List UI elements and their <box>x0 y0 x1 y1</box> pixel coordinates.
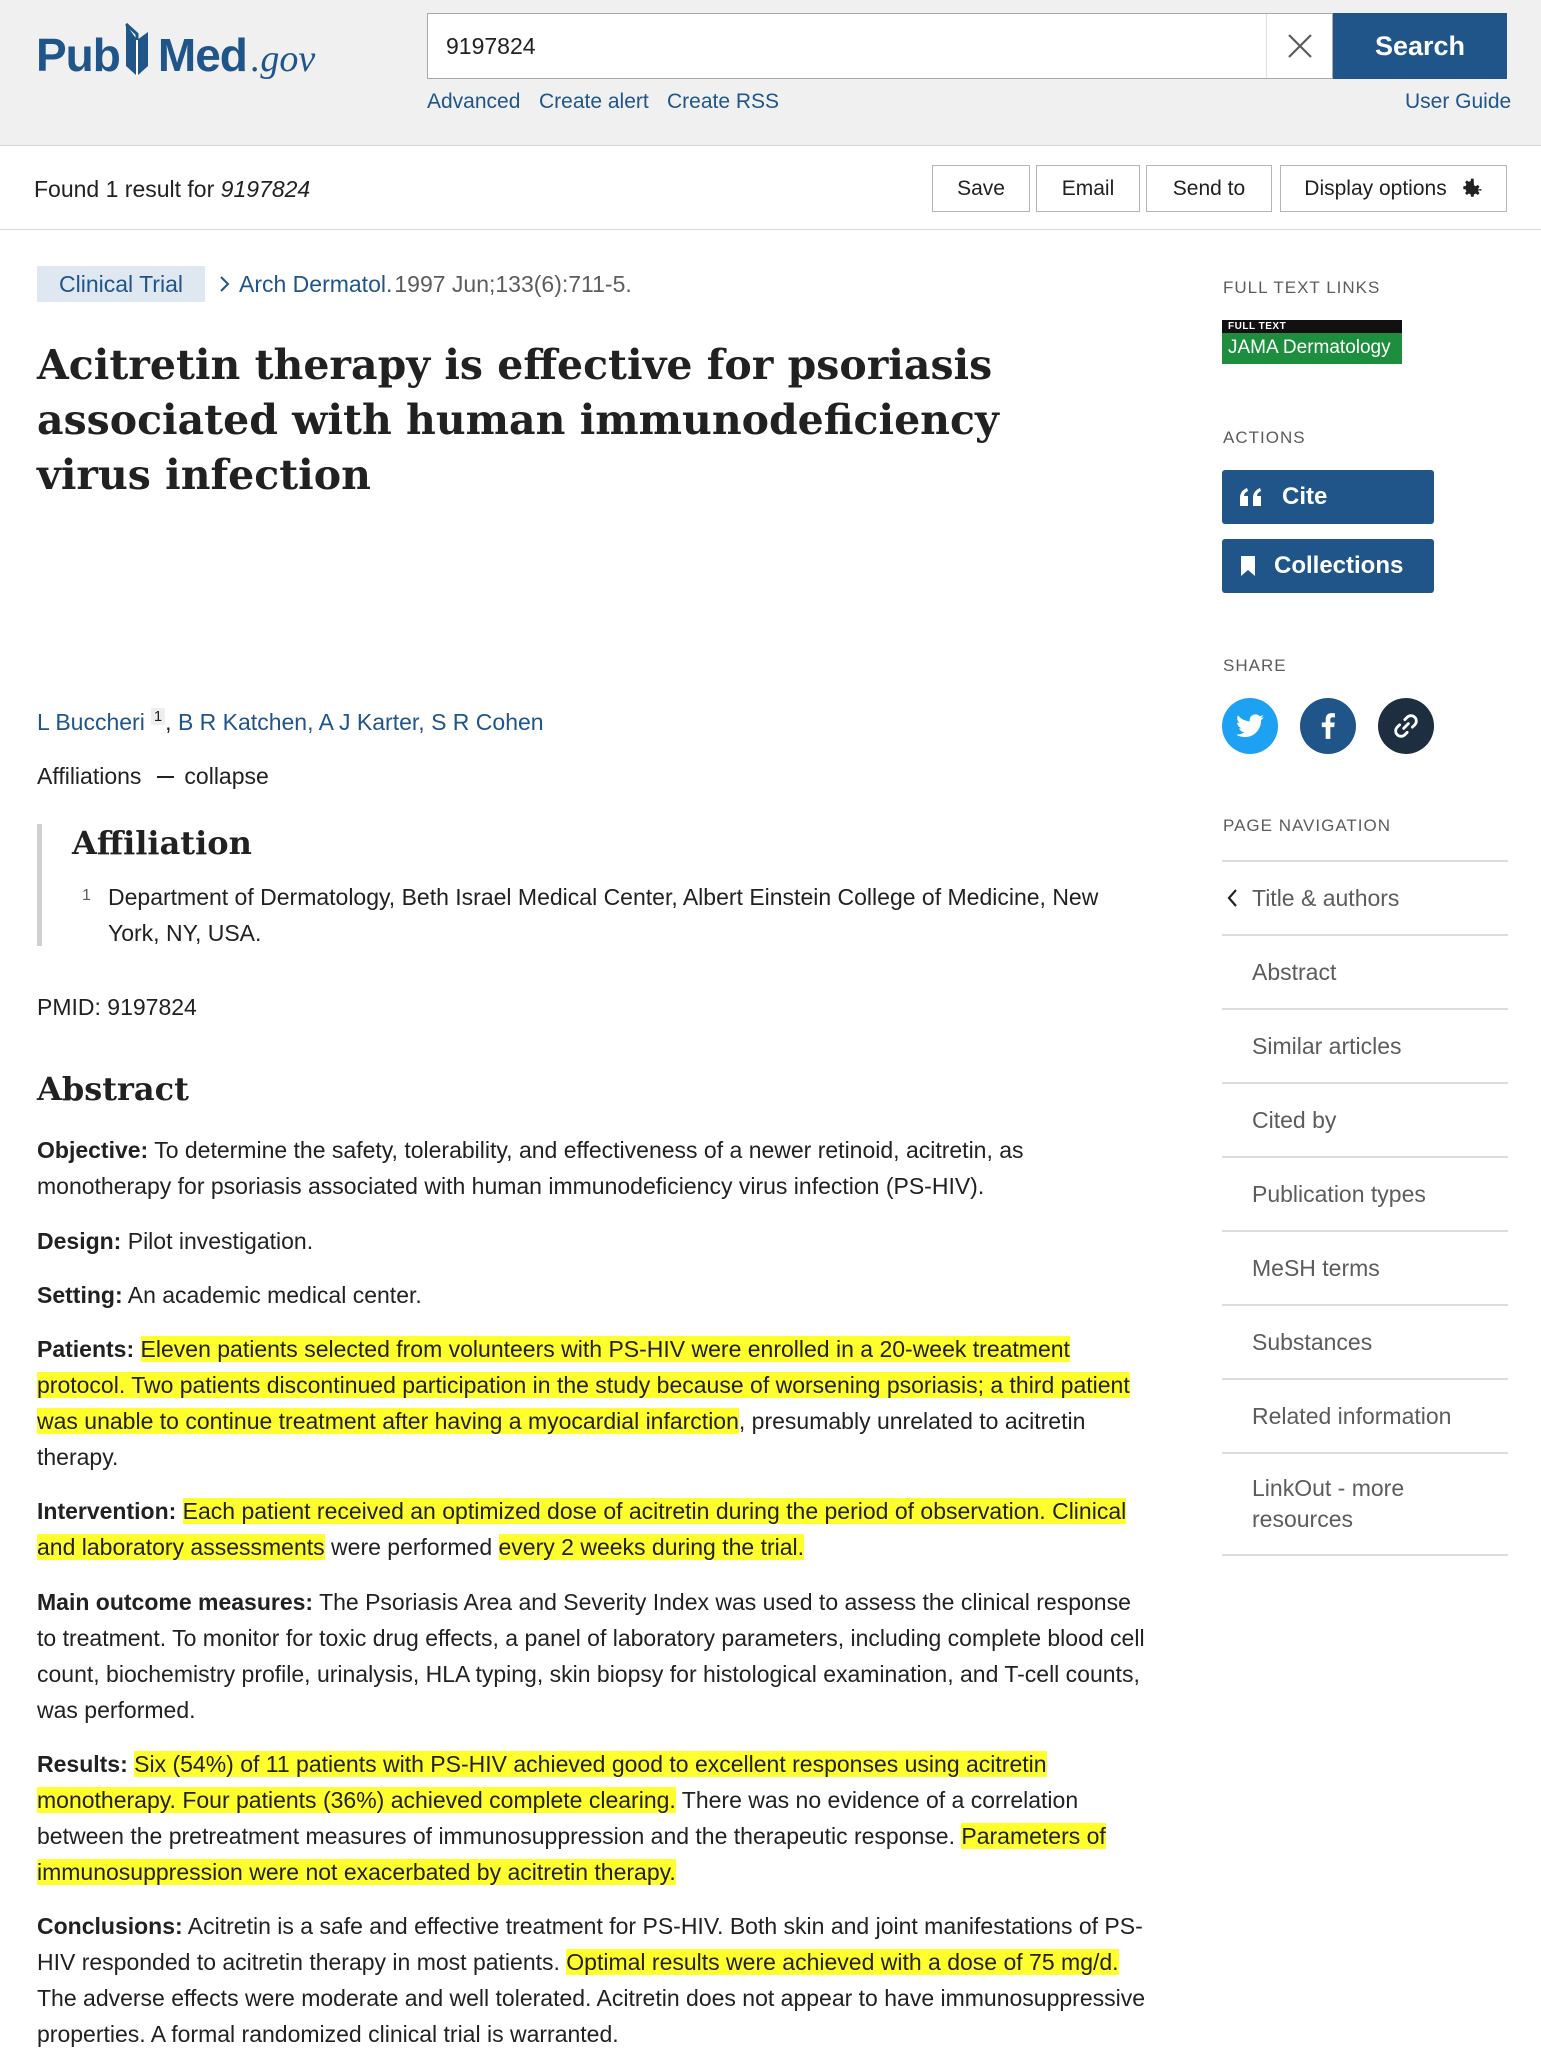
found-query: 9197824 <box>220 176 311 202</box>
nav-label: Similar articles <box>1252 1032 1402 1059</box>
save-button[interactable]: Save <box>932 165 1030 212</box>
book-icon <box>122 18 152 78</box>
facebook-share-button[interactable] <box>1300 698 1356 754</box>
article-citation-row <box>37 266 632 302</box>
nav-label: Cited by <box>1252 1106 1337 1133</box>
header <box>0 0 1541 146</box>
page-navigation <box>1222 860 1508 1556</box>
search-box <box>427 13 1333 79</box>
design-text: Pilot investigation. <box>121 1228 314 1254</box>
display-options-button[interactable] <box>1280 165 1507 212</box>
results-text: There was no evidence of a correlation between the pretreatment measures of immunosuppression and the therapeutic response. <box>37 1787 1079 1849</box>
send-to-button[interactable]: Send to <box>1146 165 1272 212</box>
conclusions-label: Conclusions: <box>37 1913 183 1939</box>
pubmed-logo[interactable] <box>36 8 315 88</box>
author-list <box>37 708 544 736</box>
conclusions-highlight: Optimal results were achieved with a dose of 75 mg/d. <box>566 1949 1119 1975</box>
publication-type-badge[interactable]: Clinical Trial <box>37 266 205 302</box>
author-link[interactable]: L Buccheri <box>37 709 145 735</box>
link-icon <box>1392 712 1420 740</box>
patients-label: Patients: <box>37 1336 135 1362</box>
full-text-links-label: FULL TEXT LINKS <box>1223 278 1381 297</box>
intervention-highlight-1: Each patient received an optimized dose of acitretin during the period of observation. Clinical and laboratory assessments <box>37 1498 1127 1560</box>
minus-icon <box>157 776 174 778</box>
cite-label: Cite <box>1282 483 1328 510</box>
facebook-icon <box>1321 713 1335 739</box>
user-guide-link[interactable]: User Guide <box>1405 90 1512 113</box>
intervention-label: Intervention: <box>37 1498 177 1524</box>
search-button[interactable]: Search <box>1333 13 1507 79</box>
close-icon <box>1287 33 1313 59</box>
nav-abstract[interactable] <box>1222 936 1508 1010</box>
nav-similar-articles[interactable] <box>1222 1010 1508 1084</box>
affiliations-label: Affiliations <box>37 763 142 789</box>
abstract-patients <box>37 1331 1147 1475</box>
chevron-left-icon <box>1226 888 1238 908</box>
main-outcome-label: Main outcome measures: <box>37 1589 314 1615</box>
collapse-label: collapse <box>184 763 269 789</box>
jama-full-text-link[interactable] <box>1222 320 1402 364</box>
jama-full-text-label: FULL TEXT <box>1222 320 1402 333</box>
collections-label: Collections <box>1274 552 1404 579</box>
abstract-intervention <box>37 1493 1147 1565</box>
nav-label: Abstract <box>1252 958 1337 985</box>
collections-button[interactable] <box>1222 539 1434 593</box>
logo-med-text: Med <box>157 29 247 81</box>
abstract-setting <box>37 1277 1147 1313</box>
results-highlight-2: Parameters of immunosuppression were not exacerbated by acitretin therapy. <box>37 1823 1106 1885</box>
quote-icon <box>1222 488 1282 506</box>
twitter-icon <box>1236 714 1264 738</box>
nav-label: Related information <box>1252 1402 1452 1429</box>
results-label: Results: <box>37 1751 128 1777</box>
nav-substances[interactable] <box>1222 1306 1508 1380</box>
affiliation-block <box>37 824 1117 946</box>
nav-linkout[interactable] <box>1222 1454 1508 1556</box>
nav-related-information[interactable] <box>1222 1380 1508 1454</box>
actions-label: ACTIONS <box>1223 428 1306 447</box>
intervention-text: were performed <box>324 1534 499 1560</box>
results-count <box>34 176 310 203</box>
affiliation-text: Department of Dermatology, Beth Israel Medical Center, Albert Einstein College of Medicine, New York, NY, USA. <box>108 884 1099 946</box>
logo-pub-text: Pub <box>36 29 120 81</box>
display-options-label: Display options <box>1304 176 1447 200</box>
results-bar <box>0 146 1541 230</box>
abstract-objective <box>37 1132 1147 1204</box>
nav-label: Publication types <box>1252 1180 1426 1207</box>
author-separator: , <box>165 709 178 735</box>
nav-publication-types[interactable] <box>1222 1158 1508 1232</box>
nav-label: LinkOut - more resources <box>1252 1475 1405 1532</box>
author-links[interactable]: B R Katchen, A J Karter, S R Cohen <box>177 709 544 735</box>
abstract-results <box>37 1746 1147 1890</box>
cite-button[interactable] <box>1222 470 1434 524</box>
conclusions-text-2: The adverse effects were moderate and well tolerated. Acitretin does not appear to have immunosuppressive properties. A formal randomized clinical trial is warranted. <box>37 1985 1146 2047</box>
chevron-right-icon <box>219 275 231 293</box>
patients-highlight: Eleven patients selected from volunteers with PS-HIV were enrolled in a 20-week treatment protocol. Two patients discontinued participation in the study because of worsening psoriasis; a third patient was unable to continue treatment after having a myocardial infarction <box>37 1336 1130 1434</box>
create-alert-link[interactable]: Create alert <box>539 90 649 113</box>
conclusions-text-1: Acitretin is a safe and effective treatment for PS-HIV. Both skin and joint manifestations of PS-HIV responded to acitretin therapy in most patients. <box>37 1913 1143 1975</box>
affiliations-toggle[interactable] <box>37 763 269 790</box>
nav-label: Title & authors <box>1252 884 1400 911</box>
setting-text: An academic medical center. <box>122 1282 422 1308</box>
affiliation-heading: Affiliation <box>72 824 252 862</box>
gear-icon <box>1459 177 1483 201</box>
search-input[interactable] <box>446 14 1246 78</box>
affiliation-ref[interactable]: 1 <box>151 708 165 725</box>
nav-title-authors[interactable] <box>1222 862 1508 936</box>
found-prefix: Found 1 result for <box>34 176 221 202</box>
setting-label: Setting: <box>37 1282 123 1308</box>
logo-gov-text: .gov <box>250 38 316 80</box>
nav-mesh-terms[interactable] <box>1222 1232 1508 1306</box>
objective-label: Objective: <box>37 1137 149 1163</box>
abstract-design <box>37 1223 1147 1259</box>
pmid: PMID: 9197824 <box>37 994 197 1020</box>
intervention-highlight-2: every 2 weeks during the trial. <box>498 1534 805 1560</box>
clear-search-button[interactable] <box>1266 14 1332 78</box>
journal-link[interactable]: Arch Dermatol. <box>238 270 393 297</box>
affiliation-number: 1 <box>82 887 91 904</box>
results-highlight-1: Six (54%) of 11 patients with PS-HIV achieved good to excellent responses using acitretin monotherapy. Four patients (36%) achieved complete clearing. <box>37 1751 1047 1813</box>
objective-text: To determine the safety, tolerability, and effectiveness of a newer retinoid, acitretin, as monotherapy for psoriasis associated with human immunodeficiency virus infection (PS-HIV). <box>37 1137 1024 1199</box>
jama-name: JAMA Dermatology <box>1228 337 1391 358</box>
bookmark-icon <box>1222 555 1274 577</box>
twitter-share-button[interactable] <box>1222 698 1278 754</box>
email-button[interactable]: Email <box>1036 165 1140 212</box>
design-label: Design: <box>37 1228 122 1254</box>
abstract-main-outcome <box>37 1584 1147 1728</box>
create-rss-link[interactable]: Create RSS <box>667 90 780 113</box>
nav-label: Substances <box>1252 1328 1373 1355</box>
advanced-link[interactable]: Advanced <box>427 90 521 113</box>
abstract-heading: Abstract <box>37 1070 189 1108</box>
main-outcome-text: The Psoriasis Area and Severity Index was used to assess the clinical response to treatment. To monitor for toxic drug effects, a panel of laboratory parameters, including complete blood cell count, biochemistry profile, urinalysis, HLA typing, skin biopsy for histological examination, and T-cell counts, was performed. <box>37 1589 1145 1723</box>
share-label: SHARE <box>1223 656 1287 675</box>
article-title: Acitretin therapy is effective for psoriasis associated with human immunodeficiency virus infection <box>37 341 999 499</box>
nav-cited-by[interactable] <box>1222 1084 1508 1158</box>
nav-label: MeSH terms <box>1252 1254 1380 1281</box>
page-navigation-label: PAGE NAVIGATION <box>1223 816 1392 835</box>
abstract-conclusions <box>37 1908 1147 2052</box>
patients-text: , presumably unrelated to acitretin therapy. <box>37 1408 1086 1470</box>
copy-link-button[interactable] <box>1378 698 1434 754</box>
citation-text: 1997 Jun;133(6):711-5. <box>394 270 632 297</box>
